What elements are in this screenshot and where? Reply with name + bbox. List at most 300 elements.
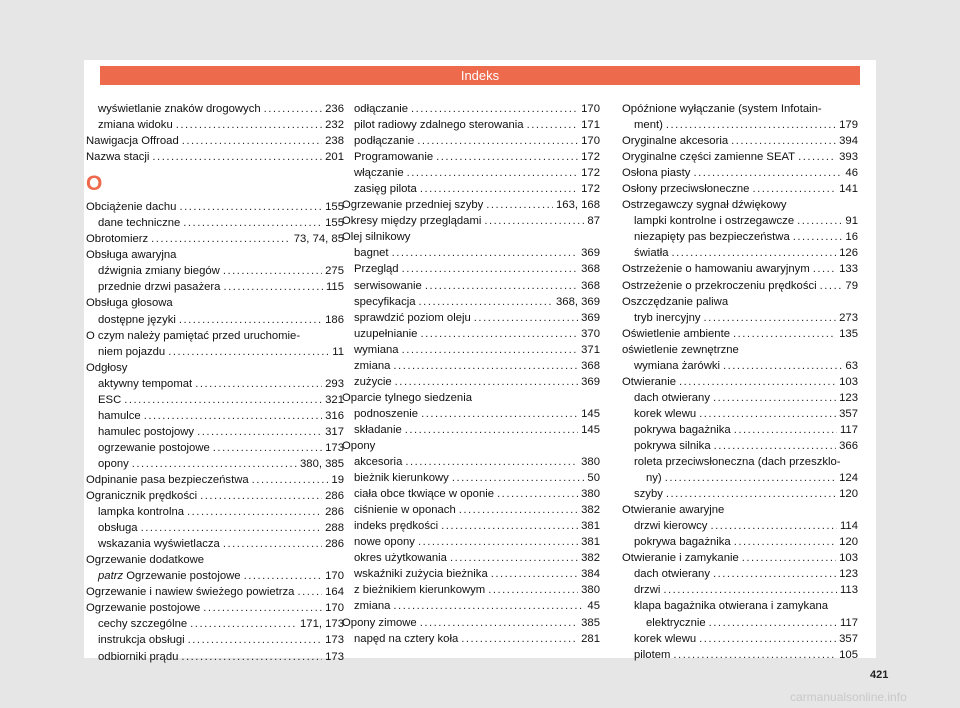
page-reference[interactable]: 368 xyxy=(581,263,600,276)
index-term: hamulce xyxy=(98,409,141,422)
section-header: Indeks xyxy=(100,66,860,85)
dot-leader xyxy=(402,342,579,358)
index-entry xyxy=(86,600,344,616)
dot-leader xyxy=(461,631,578,647)
index-entry xyxy=(342,213,600,229)
dot-leader xyxy=(666,486,836,502)
page-reference[interactable]: 286 xyxy=(325,506,344,519)
index-entry xyxy=(622,582,858,598)
dot-leader xyxy=(797,213,842,229)
index-term: zmiana xyxy=(354,359,391,372)
dot-leader xyxy=(693,165,842,181)
index-term: korek wlewu xyxy=(634,407,697,420)
index-term: Przegląd xyxy=(354,263,399,276)
index-entry xyxy=(622,278,858,294)
page-reference[interactable]: 163, 168 xyxy=(556,199,600,212)
index-entry xyxy=(86,215,344,231)
index-term: pilotem xyxy=(634,648,671,661)
index-entry xyxy=(86,263,344,279)
dot-leader xyxy=(393,598,584,614)
dot-leader xyxy=(411,101,578,117)
dot-leader xyxy=(672,245,837,261)
dot-leader xyxy=(713,566,836,582)
page-reference[interactable]: 45 xyxy=(587,600,600,613)
page-reference[interactable]: 115 xyxy=(325,281,344,294)
page-reference[interactable]: 393 xyxy=(839,151,858,164)
dot-leader xyxy=(168,344,329,360)
index-entry xyxy=(342,278,600,294)
page-reference[interactable]: 123 xyxy=(839,568,858,581)
index-entry xyxy=(86,488,344,504)
index-entry xyxy=(342,374,600,390)
page-reference[interactable]: 173 xyxy=(325,650,344,663)
page-reference[interactable]: 126 xyxy=(839,247,858,260)
index-heading xyxy=(622,342,858,358)
dot-leader xyxy=(420,181,578,197)
index-entry xyxy=(622,422,858,438)
index-term: zmiana widoku xyxy=(98,119,173,132)
page-reference[interactable]: 170 xyxy=(325,602,344,615)
page-reference[interactable]: 155 xyxy=(325,217,344,230)
index-term: indeks prędkości xyxy=(354,520,439,533)
page-reference[interactable]: 91 xyxy=(845,215,858,228)
page-reference[interactable]: 105 xyxy=(839,648,858,661)
dot-leader xyxy=(297,584,322,600)
index-entry xyxy=(342,117,600,133)
index-entry xyxy=(342,181,600,197)
page-reference[interactable]: 103 xyxy=(839,552,858,565)
dot-leader xyxy=(709,615,837,631)
index-term: Okresy między przeglądami xyxy=(342,215,482,228)
page-reference[interactable]: 238 xyxy=(325,135,344,148)
index-entry xyxy=(622,486,858,502)
index-term: Otwieranie awaryjne xyxy=(622,504,725,517)
index-term: zmiana xyxy=(354,600,391,613)
page-reference[interactable]: 316 xyxy=(325,409,344,422)
index-column-2 xyxy=(342,101,600,647)
index-term: z bieżnikiem kierunkowym xyxy=(354,584,486,597)
index-term: Ogrzewanie dodatkowe xyxy=(86,554,205,567)
index-term: Obciążenie dachu xyxy=(86,201,177,214)
index-entry xyxy=(342,294,600,310)
index-heading xyxy=(342,229,600,245)
page-reference[interactable]: 366 xyxy=(839,439,858,452)
index-term: Oszczędzanie paliwa xyxy=(622,295,729,308)
dot-leader xyxy=(734,534,836,550)
page-reference[interactable]: 103 xyxy=(839,375,858,388)
index-entry xyxy=(342,502,600,518)
index-entry xyxy=(86,649,344,665)
page-reference[interactable]: 380 xyxy=(581,488,600,501)
dot-leader xyxy=(183,215,322,231)
page-reference[interactable]: 133 xyxy=(839,263,858,276)
dot-leader xyxy=(731,133,836,149)
index-term: drzwi xyxy=(634,584,661,597)
index-term: Opóźnione wyłączanie (system Infotain- xyxy=(622,103,822,115)
index-entry xyxy=(86,101,344,117)
index-entry xyxy=(342,582,600,598)
dot-leader xyxy=(152,149,322,165)
page-reference[interactable]: 394 xyxy=(839,135,858,148)
page-reference[interactable]: 11 xyxy=(332,345,344,358)
index-entry xyxy=(342,245,600,261)
index-heading xyxy=(86,295,344,311)
dot-leader xyxy=(420,326,578,342)
dot-leader xyxy=(179,199,322,215)
index-term: Ostrzegawczy sygnał dźwiękowy xyxy=(622,199,787,212)
index-entry xyxy=(622,149,858,165)
page-reference[interactable]: 172 xyxy=(581,167,600,180)
page-reference[interactable]: 117 xyxy=(839,616,858,629)
index-entry xyxy=(86,568,344,584)
page-reference[interactable]: 380 xyxy=(581,584,600,597)
dot-leader xyxy=(723,358,842,374)
index-entry xyxy=(622,566,858,582)
page-reference[interactable]: 87 xyxy=(587,215,600,228)
page-reference[interactable]: 120 xyxy=(839,536,858,549)
index-term: instrukcja obsługi xyxy=(98,634,185,647)
dot-leader xyxy=(252,472,329,488)
page-reference[interactable]: 317 xyxy=(325,425,344,438)
index-term: podłączanie xyxy=(354,135,415,148)
index-entry xyxy=(86,584,344,600)
page-reference[interactable]: 46 xyxy=(845,167,858,180)
dot-leader xyxy=(405,422,578,438)
index-entry xyxy=(86,504,344,520)
page-reference[interactable]: 286 xyxy=(325,490,344,503)
page-reference[interactable]: 135 xyxy=(839,327,858,340)
page-reference[interactable]: 171, 173 xyxy=(300,618,344,631)
dot-leader xyxy=(474,310,578,326)
page-reference[interactable]: 113 xyxy=(839,584,858,597)
page-reference[interactable]: 19 xyxy=(331,473,344,486)
page-reference[interactable]: 171 xyxy=(581,119,600,132)
page-reference[interactable]: 368, 369 xyxy=(556,295,600,308)
index-term: bieżnik kierunkowy xyxy=(354,472,449,485)
index-term: pokrywa bagażnika xyxy=(634,536,731,549)
index-term: Obsługa awaryjna xyxy=(86,249,177,262)
dot-leader xyxy=(393,358,578,374)
page-reference[interactable]: 384 xyxy=(581,568,600,581)
index-entry xyxy=(342,261,600,277)
index-term: nowe opony xyxy=(354,536,415,549)
index-entry xyxy=(342,406,600,422)
page-reference[interactable]: 114 xyxy=(839,520,858,533)
index-term: Ogranicznik prędkości xyxy=(86,490,198,503)
dot-leader xyxy=(144,408,322,424)
page-reference[interactable]: 368 xyxy=(581,359,600,372)
index-term: wskazania wyświetlacza xyxy=(98,538,220,551)
index-term: ciśnienie w oponach xyxy=(354,504,456,517)
page-reference[interactable]: 381 xyxy=(581,520,600,533)
index-term: Opony xyxy=(342,439,376,452)
index-entry xyxy=(342,598,600,614)
page-reference[interactable]: 357 xyxy=(839,632,858,645)
index-term: światła xyxy=(634,247,669,260)
index-term: Ostrzeżenie o hamowaniu awaryjnym xyxy=(622,263,810,276)
index-entry xyxy=(622,261,858,277)
dot-leader xyxy=(264,101,323,117)
page-reference[interactable]: 236 xyxy=(325,103,344,115)
page-reference[interactable]: 201 xyxy=(325,151,344,164)
index-heading xyxy=(86,552,344,568)
index-term: Oświetlenie ambiente xyxy=(622,327,731,340)
dot-leader xyxy=(124,392,322,408)
dot-leader xyxy=(714,438,837,454)
index-heading xyxy=(342,438,600,454)
index-entry xyxy=(622,406,858,422)
index-entry xyxy=(86,199,344,215)
index-letter-heading: O xyxy=(86,172,103,196)
index-term: Nawigacja Offroad xyxy=(86,135,179,148)
page-reference[interactable]: 273 xyxy=(839,311,858,324)
index-term: dostępne języki xyxy=(98,313,176,326)
index-entry xyxy=(86,312,344,328)
dot-leader xyxy=(181,649,322,665)
index-term: zasięg pilota xyxy=(354,183,417,196)
index-heading xyxy=(342,390,600,406)
page-reference[interactable]: 371 xyxy=(581,343,600,356)
index-entry xyxy=(86,231,344,247)
index-term: ment) xyxy=(634,119,663,132)
dot-leader xyxy=(813,261,836,277)
dot-leader xyxy=(197,424,322,440)
index-term-text: Ogrzewanie postojowe xyxy=(123,570,241,583)
index-heading xyxy=(622,101,858,117)
dot-leader xyxy=(527,117,579,133)
dot-leader xyxy=(710,518,837,534)
dot-leader xyxy=(459,502,578,518)
dot-leader xyxy=(244,568,323,584)
page-reference[interactable]: 173 xyxy=(325,441,344,454)
index-term: ogrzewanie postojowe xyxy=(98,441,210,454)
index-entry xyxy=(622,615,858,631)
index-entry xyxy=(342,615,600,631)
index-entry xyxy=(342,631,600,647)
page-reference[interactable]: 368 xyxy=(581,279,600,292)
index-term: składanie xyxy=(354,423,402,436)
index-entry xyxy=(86,616,344,632)
index-entry xyxy=(342,470,600,486)
index-term: wskaźniki zużycia bieżnika xyxy=(354,568,488,581)
index-term: Ogrzewanie przedniej szyby xyxy=(342,199,484,212)
page-reference[interactable]: 385 xyxy=(581,616,600,629)
dot-leader xyxy=(798,149,836,165)
dot-leader xyxy=(441,518,578,534)
index-entry xyxy=(622,117,858,133)
index-heading xyxy=(86,360,344,376)
index-term: specyfikacja xyxy=(354,295,416,308)
index-term: O czym należy pamiętać przed uruchomie- xyxy=(86,329,301,342)
index-term: uzupełnianie xyxy=(354,327,418,340)
index-term: opony xyxy=(98,457,129,470)
dot-leader xyxy=(734,422,837,438)
page-reference[interactable]: 179 xyxy=(839,119,858,132)
page-reference[interactable]: 145 xyxy=(581,407,600,420)
index-term: Nazwa stacji xyxy=(86,151,150,164)
index-term: Ogrzewanie i nawiew świeżego powietrza xyxy=(86,586,295,599)
page-reference[interactable]: 123 xyxy=(839,391,858,404)
index-entry xyxy=(342,534,600,550)
index-term: Opony zimowe xyxy=(342,616,417,629)
index-term: ESC xyxy=(98,393,122,406)
index-entry xyxy=(622,550,858,566)
dot-leader xyxy=(195,376,322,392)
dot-leader xyxy=(663,582,837,598)
page-reference[interactable]: 124 xyxy=(839,472,858,485)
index-term: tryb inercyjny xyxy=(634,311,701,324)
index-term: cechy szczególne xyxy=(98,618,188,631)
dot-leader xyxy=(402,261,579,277)
index-entry xyxy=(622,213,858,229)
index-term: dane techniczne xyxy=(98,217,181,230)
index-entry xyxy=(342,566,600,582)
dot-leader xyxy=(176,117,322,133)
index-term: Odpinanie pasa bezpieczeństwa xyxy=(86,473,249,486)
page-reference[interactable]: 63 xyxy=(845,359,858,372)
dot-leader xyxy=(699,631,836,647)
dot-leader xyxy=(188,632,322,648)
index-term: wyświetlanie znaków drogowych xyxy=(98,103,261,115)
index-term: roleta przeciwsłoneczna (dach przeszklo- xyxy=(634,456,841,469)
page-reference[interactable]: 170 xyxy=(581,135,600,148)
dot-leader xyxy=(450,550,578,566)
page-reference[interactable]: 382 xyxy=(581,504,600,517)
index-entry xyxy=(342,422,600,438)
index-heading xyxy=(622,598,858,614)
index-term: Otwieranie xyxy=(622,375,676,388)
index-entry xyxy=(342,310,600,326)
page-reference[interactable]: 50 xyxy=(587,472,600,485)
page-reference[interactable]: 369 xyxy=(581,247,600,260)
index-column-1 xyxy=(86,101,344,665)
page-reference[interactable]: 380, 385 xyxy=(300,457,344,470)
page-reference[interactable]: 288 xyxy=(325,522,344,535)
index-term: Olej silnikowy xyxy=(342,231,411,244)
page-reference[interactable]: 286 xyxy=(325,538,344,551)
index-term: bagnet xyxy=(354,247,389,260)
page-reference[interactable]: 145 xyxy=(581,423,600,436)
dot-leader xyxy=(213,440,322,456)
dot-leader xyxy=(793,229,843,245)
index-entry xyxy=(622,438,858,454)
page-reference[interactable]: 79 xyxy=(845,279,858,292)
index-entry xyxy=(86,424,344,440)
page-number: 421 xyxy=(870,669,889,681)
page-reference[interactable]: 380 xyxy=(581,456,600,469)
page-reference[interactable]: 275 xyxy=(325,265,344,278)
dot-leader xyxy=(141,520,323,536)
page-reference[interactable]: 369 xyxy=(581,375,600,388)
page-reference[interactable]: 369 xyxy=(581,311,600,324)
page-reference[interactable]: 120 xyxy=(839,488,858,501)
index-entry xyxy=(342,149,600,165)
dot-leader xyxy=(407,165,579,181)
page-reference[interactable]: 186 xyxy=(325,313,344,326)
see-reference: patrz xyxy=(98,570,124,583)
page-reference[interactable]: 381 xyxy=(581,536,600,549)
index-entry xyxy=(622,326,858,342)
index-entry xyxy=(342,101,600,117)
index-entry xyxy=(622,165,858,181)
index-term xyxy=(98,568,241,584)
page-reference[interactable]: 357 xyxy=(839,407,858,420)
index-entry xyxy=(342,358,600,374)
index-heading xyxy=(86,328,344,344)
page-reference[interactable]: 155 xyxy=(325,201,344,214)
index-entry xyxy=(86,632,344,648)
dot-leader xyxy=(187,504,322,520)
dot-leader xyxy=(484,213,584,229)
index-entry xyxy=(86,133,344,149)
dot-leader xyxy=(421,406,578,422)
index-entry xyxy=(342,454,600,470)
index-entry xyxy=(622,133,858,149)
index-term: sprawdzić poziom oleju xyxy=(354,311,471,324)
page-reference[interactable]: 117 xyxy=(839,423,858,436)
index-column-3 xyxy=(622,101,858,663)
dot-leader xyxy=(418,534,578,550)
dot-leader xyxy=(417,133,578,149)
page-reference[interactable]: 73, 74, 85 xyxy=(293,233,344,246)
index-entry xyxy=(86,149,344,165)
dot-leader xyxy=(665,470,836,486)
page-reference[interactable]: 170 xyxy=(325,570,344,583)
dot-leader xyxy=(679,374,836,390)
index-term: niezapięty pas bezpieczeństwa xyxy=(634,231,790,244)
index-entry xyxy=(86,456,344,472)
index-term: napęd na cztery koła xyxy=(354,632,459,645)
page-reference[interactable]: 16 xyxy=(845,231,858,244)
page-reference[interactable]: 321 xyxy=(325,393,344,406)
dot-leader xyxy=(673,647,836,663)
page-reference[interactable]: 172 xyxy=(581,151,600,164)
dot-leader xyxy=(419,294,553,310)
index-term: lampki kontrolne i ostrzegawcze xyxy=(634,215,795,228)
page-reference[interactable]: 370 xyxy=(581,327,600,340)
index-term: zużycie xyxy=(354,375,392,388)
index-heading xyxy=(622,454,858,470)
page-reference[interactable]: 281 xyxy=(581,632,600,645)
page-reference[interactable]: 164 xyxy=(325,586,344,599)
dot-leader xyxy=(666,117,836,133)
index-term: korek wlewu xyxy=(634,632,697,645)
index-term: Ostrzeżenie o przekroczeniu prędkości xyxy=(622,279,817,292)
index-term: podnoszenie xyxy=(354,407,419,420)
page-reference[interactable]: 293 xyxy=(325,377,344,390)
index-entry xyxy=(622,390,858,406)
index-entry xyxy=(622,229,858,245)
dot-leader xyxy=(704,310,837,326)
page-reference[interactable]: 170 xyxy=(581,103,600,115)
page-reference[interactable]: 173 xyxy=(325,634,344,647)
dot-leader xyxy=(179,312,322,328)
page-reference[interactable]: 141 xyxy=(839,183,858,196)
index-term: hamulec postojowy xyxy=(98,425,195,438)
index-term: odłączanie xyxy=(354,103,409,115)
index-entry xyxy=(622,310,858,326)
page-reference[interactable]: 382 xyxy=(581,552,600,565)
page-reference[interactable]: 232 xyxy=(325,119,344,132)
index-term: pilot radiowy zdalnego sterowania xyxy=(354,119,524,132)
page-reference[interactable]: 172 xyxy=(581,183,600,196)
index-term: ciała obce tkwiące w oponie xyxy=(354,488,495,501)
dot-leader xyxy=(497,486,578,502)
index-entry xyxy=(86,536,344,552)
index-term: Osłony przeciwsłoneczne xyxy=(622,183,750,196)
index-term: szyby xyxy=(634,488,663,501)
index-term: pokrywa silnika xyxy=(634,439,711,452)
